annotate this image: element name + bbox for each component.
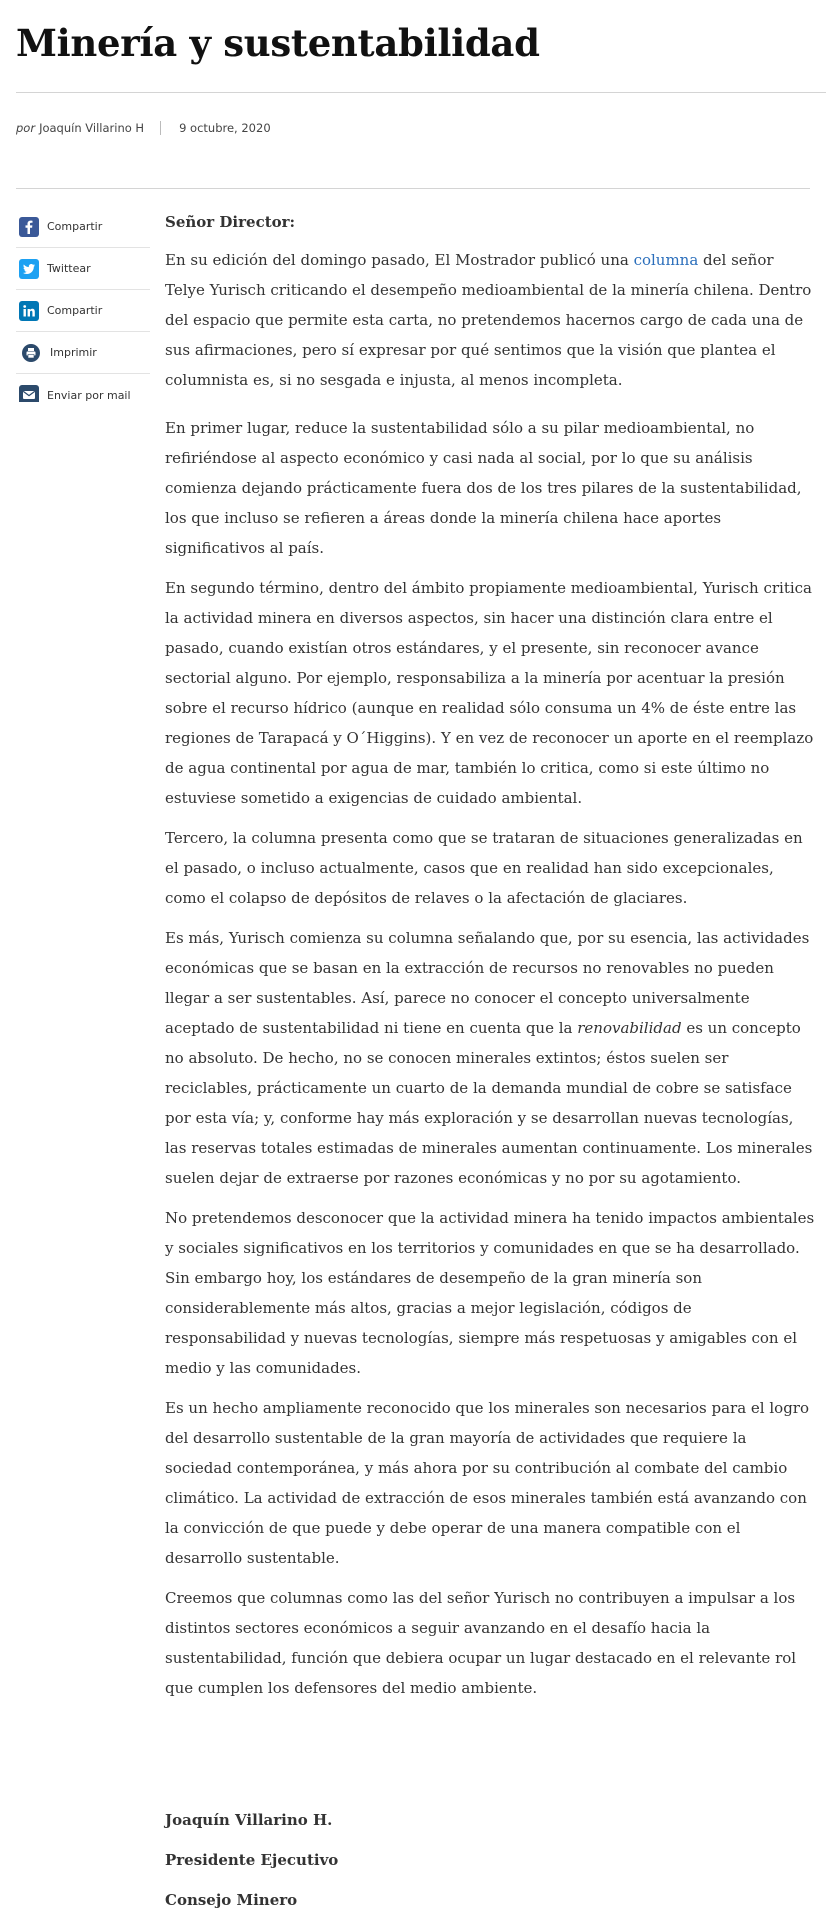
- letter-greeting: Señor Director:: [165, 213, 296, 231]
- paragraph-1-start: En su edición del domingo pasado, El Mostrador publicó una: [165, 251, 634, 269]
- paragraph-5: [165, 923, 815, 1193]
- paragraph-4: Tercero, la columna presenta como que se trataran de situaciones generalizadas en el pasado, o incluso actualmente, casos que en realidad han sido excepcionales, como el colapso de depósitos de relaves o la afectación de glaciares.: [165, 829, 803, 907]
- share-linkedin-label: Compartir: [47, 304, 103, 317]
- share-mail-button[interactable]: [16, 374, 150, 402]
- print-label: Imprimir: [50, 346, 97, 359]
- paragraph-1-end: del señor Telye Yurisch criticando el desempeño medioambiental de la minería chilena. Dentro del espacio que permite esta carta, no pretendemos hacernos cargo de cada una de sus afirmaciones, pero sí expresar por qué sentimos que la visión que plantea el columnista es, si no sesgada e injusta, al menos incompleta.: [165, 251, 812, 389]
- facebook-icon: [19, 217, 39, 237]
- share-twitter-button[interactable]: [16, 248, 150, 290]
- paragraph-2: En primer lugar, reduce la sustentabilidad sólo a su pilar medioambiental, no refiriéndose al aspecto económico y casi nada al social, por lo que su análisis comienza dejando prácticamente fuera dos de los tres pilares de la sustentabilidad, los que incluso se refieren a áreas donde la minería chilena hace aportes significativos al país.: [165, 419, 802, 557]
- share-linkedin-button[interactable]: [16, 290, 150, 332]
- column-link[interactable]: columna: [633, 251, 699, 269]
- mail-icon: [19, 385, 39, 402]
- meta-separator: [160, 121, 161, 135]
- paragraph-8: Creemos que columnas como las del señor Yurisch no contribuyen a impulsar a los distintos sectores económicos a seguir avanzando en el desafío hacia la sustentabilidad, función que debiera ocupar un lugar destacado en el relevante rol que cumplen los defensores del medio ambiente.: [165, 1589, 797, 1697]
- title-divider: [16, 92, 826, 93]
- print-button[interactable]: [16, 332, 150, 374]
- signature-name: Joaquín Villarino H.: [165, 1811, 333, 1829]
- share-mail-label: Enviar por mail: [47, 388, 131, 402]
- paragraph-3: En segundo término, dentro del ámbito propiamente medioambiental, Yurisch critica la actividad minera en diversos aspectos, sin hacer una distinción clara entre el pasado, cuando existían otros estándares, y el presente, sin reconocer avance sectorial alguno. Por ejemplo, responsabiliza a la minería por acentuar la presión sobre el recurso hídrico (aunque en realidad sólo consuma un 4% de éste entre las regiones de Tarapacá y O´Higgins). Y en vez de reconocer un aporte en el reemplazo de agua continental por agua de mar, también lo critica, como si este último no estuviese sometido a exigencias de cuidado ambiental.: [165, 579, 814, 807]
- article-meta: [16, 118, 271, 138]
- twitter-icon: [19, 259, 39, 279]
- author-link[interactable]: Joaquín Villarino H: [39, 121, 145, 135]
- publish-date: 9 octubre, 2020: [179, 121, 271, 135]
- article-body: [165, 207, 815, 1713]
- share-twitter-label: Twittear: [47, 262, 91, 275]
- linkedin-icon: [19, 301, 39, 321]
- meta-divider: [16, 188, 810, 189]
- paragraph-1: [165, 245, 815, 395]
- print-icon: [22, 344, 40, 362]
- share-facebook-button[interactable]: [16, 206, 150, 248]
- share-facebook-label: Compartir: [47, 220, 103, 233]
- paragraph-7: Es un hecho ampliamente reconocido que los minerales son necesarios para el logro del desarrollo sustentable de la gran mayoría de actividades que requiere la sociedad contemporánea, y más ahora por su contribución al combate del cambio climático. La actividad de extracción de esos minerales también está avanzando con la convicción de que puede y debe operar de una manera compatible con el desarrollo sustentable.: [165, 1399, 810, 1567]
- signature-org: Consejo Minero: [165, 1891, 298, 1909]
- byline-prefix: por: [16, 121, 36, 135]
- article-title: Minería y sustentabilidad: [16, 21, 540, 65]
- share-sidebar: [16, 206, 150, 402]
- signature-role: Presidente Ejecutivo: [165, 1851, 339, 1869]
- paragraph-5-end: es un concepto no absoluto. De hecho, no se conocen minerales extintos; éstos suelen ser reciclables, prácticamente un cuarto de la demanda mundial de cobre se satisface por esta vía; y, conforme hay más exploración y se desarrollan nuevas tecnologías, las reservas totales estimadas de minerales aumentan continuamente. Los minerales suelen dejar de extraerse por razones económicas y no por su agotamiento.: [165, 1019, 813, 1187]
- emphasis-renovabilidad: renovabilidad: [577, 1019, 682, 1037]
- paragraph-5-start: Es más, Yurisch comienza su columna señalando que, por su esencia, las actividades económicas que se basan en la extracción de recursos no renovables no pueden llegar a ser sustentables. Así, parece no conocer el concepto universalmente aceptado de sustentabilidad ni tiene en cuenta que la: [165, 929, 810, 1037]
- paragraph-6: No pretendemos desconocer que la actividad minera ha tenido impactos ambientales y sociales significativos en los territorios y comunidades en que se ha desarrollado. Sin embargo hoy, los estándares de desempeño de la gran minería son considerablemente más altos, gracias a mejor legislación, códigos de responsabilidad y nuevas tecnologías, siempre más respetuosas y amigables con el medio y las comunidades.: [165, 1209, 815, 1377]
